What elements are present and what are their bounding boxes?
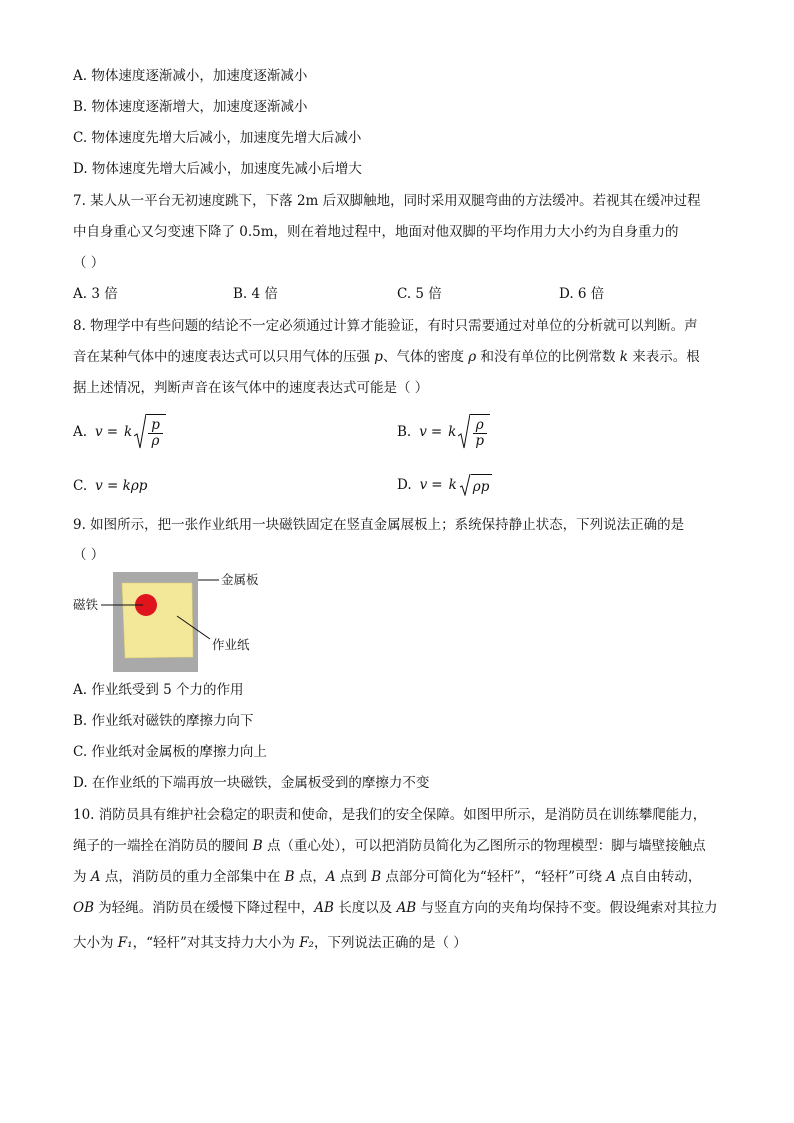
q10-text: 绳子的一端拴在消防员的腰间 <box>73 838 253 854</box>
label-metal-board: 金属板 <box>221 572 259 587</box>
q10-symbol: AB <box>314 900 334 916</box>
q8-option-c-formula: v = kρp <box>95 478 148 494</box>
q10-stem-line1: 10. 消防员具有维护社会稳定的职责和使命，是我们的安全保障。如图甲所示，是消防员在训练攀爬能力， <box>73 807 707 823</box>
formula-v: v <box>95 424 103 440</box>
q8-stem-line1: 8. 物理学中有些问题的结论不一定必须通过计算才能验证，有时只需要通过对单位的分析就可以判断。声 <box>73 318 698 334</box>
formula-v: v <box>419 477 428 493</box>
q10-symbol: B <box>371 869 382 885</box>
sqrt-symbol <box>459 474 493 496</box>
q9-figure <box>73 562 303 677</box>
q10-text: 为轻绳。消防员在缓慢下降过程中， <box>94 900 315 916</box>
q8-option-b-formula <box>419 414 490 450</box>
fraction <box>472 418 487 449</box>
q8-option-d <box>397 474 492 496</box>
q7-options <box>73 284 733 304</box>
q10-text: 点， <box>294 869 326 885</box>
q9-answer-paren: （ ） <box>73 547 105 563</box>
radicand: ρp <box>471 474 493 496</box>
q8-option-a-formula <box>95 414 166 450</box>
formula-eq: = <box>430 424 443 440</box>
q8-option-b-label: B. <box>397 424 412 440</box>
radical-icon <box>458 414 470 450</box>
q7-option-c: C. 5 倍 <box>397 286 442 302</box>
q10-symbol: B <box>252 838 263 854</box>
q9-stem-line1: 9. 如图所示，把一张作业纸用一块磁铁固定在竖直金属展板上；系统保持静止状态，下列说法正确的是 <box>73 517 685 533</box>
q8-text: 和没有单位的比例常数 <box>476 349 620 365</box>
q8-symbol-k: k <box>619 349 628 365</box>
q7-option-d: D. 6 倍 <box>559 286 605 302</box>
formula-v: v <box>419 424 427 440</box>
fraction-denominator: p <box>475 433 485 449</box>
q8-option-d-label: D. <box>397 477 412 493</box>
fraction-denominator: ρ <box>151 433 160 449</box>
q10-symbol: A <box>90 869 101 885</box>
q10-text: 点，消防员的重力全部集中在 <box>100 869 285 885</box>
q10-text: 与竖直方向的夹角均保持不变。假设绳索对其拉力 <box>416 900 718 916</box>
q6-option-a: A. 物体速度逐渐减小，加速度逐渐减小 <box>73 68 308 84</box>
radicand <box>146 414 166 450</box>
q10-stem-line2 <box>73 836 706 856</box>
formula-eq: = <box>431 477 443 493</box>
q10-symbol-f1: F₁ <box>117 935 133 951</box>
q10-text: 长度以及 <box>333 900 397 916</box>
sqrt-symbol <box>134 414 166 450</box>
q8-stem-line3: 据上述情况，判断声音在该气体中的速度表达式可能是（ ） <box>73 380 429 396</box>
q10-stem-line4 <box>73 898 718 918</box>
q7-stem-line2: 中自身重心又匀变速下降了 0.5m，则在着地过程中，地面对他双脚的平均作用力大小约为自身重力的 <box>73 224 679 240</box>
q10-text: ，“轻杆”对其支持力大小为 <box>132 935 300 951</box>
q10-text: 为 <box>73 869 91 885</box>
q8-option-c-label: C. <box>73 478 88 494</box>
q8-option-a <box>73 414 166 450</box>
q10-text: 点（重心处），可以把消防员简化为乙图所示的物理模型：脚与墙壁接触点 <box>262 838 706 854</box>
q7-option-a: A. 3 倍 <box>73 286 118 302</box>
q8-text: 、气体的密度 <box>382 349 469 365</box>
q8-text: 音在某种气体中的速度表达式可以只用气体的压强 <box>73 349 375 365</box>
q10-symbol: B <box>284 869 295 885</box>
q10-text: 点到 <box>335 869 372 885</box>
q8-option-c <box>73 478 147 494</box>
q8-symbol-p: p <box>374 349 383 365</box>
q9-option-b: B. 作业纸对磁铁的摩擦力向下 <box>73 713 254 729</box>
q10-stem-line5 <box>73 933 467 953</box>
q8-stem-line2 <box>73 347 700 367</box>
q9-option-c: C. 作业纸对金属板的摩擦力向上 <box>73 744 267 760</box>
fraction-numerator: p <box>148 418 163 434</box>
q10-symbol-f2: F₂ <box>299 935 314 951</box>
formula-k: k <box>124 424 133 440</box>
q8-symbol-rho: ρ <box>468 349 477 365</box>
radical-icon <box>134 414 146 450</box>
q10-text: 大小为 <box>73 935 118 951</box>
q7-stem-line1: 7. 某人从一平台无初速度跳下，下落 2m 后双脚触地，同时采用双腿弯曲的方法缓冲。若视其在缓冲过程 <box>73 193 701 209</box>
q8-option-d-formula <box>420 474 493 496</box>
q10-text: ，下列说法正确的是（ ） <box>313 935 467 951</box>
radical-icon <box>459 474 471 496</box>
label-magnet: 磁铁 <box>73 597 99 612</box>
q10-symbol: A <box>325 869 336 885</box>
label-paper: 作业纸 <box>212 637 250 652</box>
sqrt-symbol <box>458 414 490 450</box>
q8-option-a-label: A. <box>73 424 88 440</box>
q10-text: 点部分可简化为“轻杆”，“轻杆”可绕 <box>381 869 607 885</box>
q8-text: 来表示。根 <box>627 349 700 365</box>
q10-symbol: AB <box>396 900 417 916</box>
homework-paper <box>122 583 193 658</box>
q9-option-d: D. 在作业纸的下端再放一块磁铁，金属板受到的摩擦力不变 <box>73 775 430 791</box>
q10-symbol: OB <box>73 900 94 916</box>
formula-k: k <box>448 477 457 493</box>
fraction-numerator: ρ <box>473 418 487 434</box>
q8-option-b <box>397 414 490 450</box>
q7-option-b: B. 4 倍 <box>233 286 278 302</box>
q10-stem-line3 <box>73 867 701 887</box>
radicand <box>470 414 490 450</box>
q6-option-d: D. 物体速度先增大后减小，加速度先减小后增大 <box>73 161 362 177</box>
formula-eq: = <box>106 424 118 440</box>
q10-text: 点自由转动， <box>616 869 702 885</box>
fraction <box>148 418 163 449</box>
q7-answer-paren: （ ） <box>73 255 105 271</box>
q6-option-b: B. 物体速度逐渐增大，加速度逐渐减小 <box>73 99 308 115</box>
q6-option-c: C. 物体速度先增大后减小，加速度先增大后减小 <box>73 130 362 146</box>
q10-symbol: A <box>606 869 617 885</box>
formula-k: k <box>448 424 457 440</box>
q9-option-a: A. 作业纸受到 5 个力的作用 <box>73 682 244 698</box>
